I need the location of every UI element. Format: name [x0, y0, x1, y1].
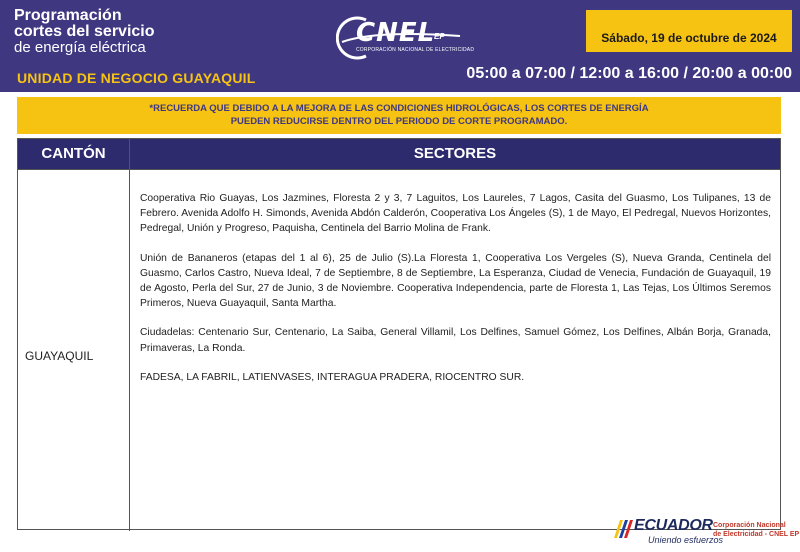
- column-header-sectores: SECTORES: [130, 139, 780, 169]
- column-header-canton: CANTÓN: [18, 139, 129, 169]
- schedule-table: [17, 138, 781, 530]
- logo-wordmark: CNEL: [356, 18, 436, 48]
- sectors-cell: [140, 191, 771, 399]
- logo-subtitle: CORPORACIÓN NACIONAL DE ELECTRICIDAD: [356, 47, 475, 53]
- title-line-1: Programación: [14, 7, 122, 24]
- canton-cell: GUAYAQUIL: [25, 349, 94, 363]
- title-line-2: cortes del servicio: [14, 23, 155, 40]
- sector-paragraph: Unión de Bananeros (etapas del 1 al 6), 25 de Julio (S).La Floresta 1, Cooperativa Los Vergeles (S), Nueva Granda, Centinela del Guasmo, Carlos Castro, Nueva Ideal, 7 de Septiembre, 8 de Septiembre, La Esperanza, Ciudad de Venecia, Fundación de Guayaquil, 19 de Agosto, Perla del Sur, 27 de Junio, 3 de Noviembre. Cooperativa Independencia, parte de Floresta 1, Las Tejas, Los Últimos Seremos Primeros, Nueva Guayaquil, Santa Martha.: [140, 252, 771, 310]
- notice-line-2: PUEDEN REDUCIRSE DENTRO DEL PERIODO DE CORTE PROGRAMADO.: [230, 116, 568, 127]
- schedule-times: 05:00 a 07:00 / 12:00 a 16:00 / 20:00 a 00:00: [466, 65, 792, 82]
- footer-corporation: [713, 521, 799, 539]
- notice-banner: [17, 97, 781, 134]
- footer-slogan: Uniendo esfuerzos: [648, 535, 724, 545]
- row-divider: [18, 169, 780, 170]
- column-divider: [129, 139, 130, 531]
- sector-paragraph: Cooperativa Rio Guayas, Los Jazmines, Floresta 2 y 3, 7 Laguitos, Los Laureles, 7 Lagos, Casita del Guasmo, Los Tulipanes, 13 de Febrero. Avenida Adolfo H. Simonds, Avenida Abdón Calderón, Cooperativa Los Ángeles (S), 1 de Mayo, El Pedregal, Nuevos Horizontes, Pedregal, Unión y Progreso, Paquisha, Centinela del Barrio Molina de Frank.: [140, 193, 771, 235]
- sector-paragraph: FADESA, LA FABRIL, LATIENVASES, INTERAGUA PRADERA, RIOCENTRO SUR.: [140, 371, 525, 383]
- footer-country: ECUADOR: [634, 517, 713, 534]
- page-title: [14, 8, 155, 56]
- title-line-3: de energía eléctrica: [14, 39, 146, 56]
- ecuador-flag-icon: [612, 518, 634, 540]
- sector-paragraph: Ciudadelas: Centenario Sur, Centenario, La Saiba, General Villamil, Los Delfines, Samuel Gómez, Los Delfines, Albán Borja, Granada, Primaveras, La Ronda.: [140, 327, 771, 354]
- footer-corp-line-1: Corporación Nacional: [713, 522, 786, 529]
- header-banner: [0, 0, 800, 92]
- date-label: Sábado, 19 de octubre de 2024: [601, 31, 777, 45]
- notice-line-1: *RECUERDA QUE DEBIDO A LA MEJORA DE LAS CONDICIONES HIDROLÓGICAS, LOS CORTES DE ENERGÍA: [149, 103, 649, 114]
- business-unit-label: UNIDAD DE NEGOCIO GUAYAQUIL: [17, 70, 256, 86]
- footer-corp-line-2: de Electricidad - CNEL EP: [713, 531, 800, 538]
- date-badge: [586, 10, 792, 52]
- logo-suffix: EP: [434, 32, 445, 41]
